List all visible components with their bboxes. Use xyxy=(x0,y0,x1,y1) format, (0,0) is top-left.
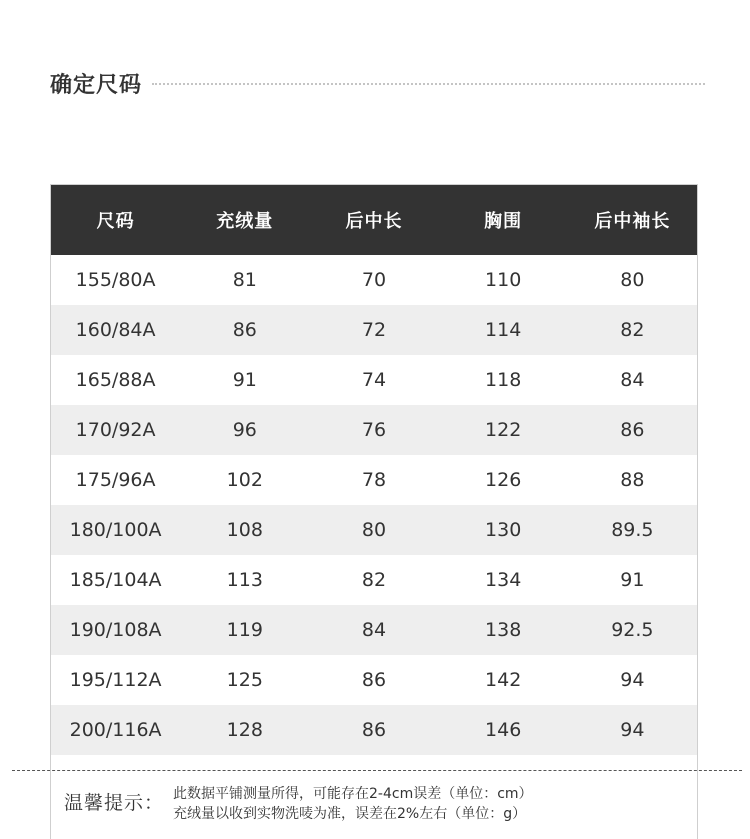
cell-back-length: 86 xyxy=(361,669,387,691)
cell-chest: 146 xyxy=(439,705,568,755)
cell-size: 175/96A xyxy=(75,469,156,491)
cell-size: 185/104A xyxy=(69,569,162,591)
table-header-row xyxy=(51,185,697,255)
cell-sleeve-length: 94 xyxy=(568,705,697,755)
cell-chest: 114 xyxy=(439,305,568,355)
cell-down-fill: 113 xyxy=(226,569,263,591)
table-row xyxy=(51,405,697,455)
cell-sleeve-length: 94 xyxy=(620,669,645,691)
cell-size: 170/92A xyxy=(51,405,180,455)
cell-chest: 126 xyxy=(485,469,522,491)
header-down-fill: 充绒量 xyxy=(180,185,309,255)
tips-label: 温馨提示： xyxy=(64,792,165,814)
cell-size: 155/80A xyxy=(75,269,156,291)
cell-sleeve-length: 88 xyxy=(620,469,645,491)
cell-chest: 134 xyxy=(485,569,522,591)
cell-chest: 118 xyxy=(485,369,522,391)
dashed-divider xyxy=(12,770,742,771)
cell-down-fill: 125 xyxy=(226,669,263,691)
cell-chest: 110 xyxy=(485,269,522,291)
table-row xyxy=(51,305,697,355)
table-row xyxy=(51,255,697,305)
cell-down-fill: 108 xyxy=(180,505,309,555)
cell-sleeve-length: 89.5 xyxy=(568,505,697,555)
cell-back-length: 86 xyxy=(309,705,438,755)
cell-chest: 130 xyxy=(439,505,568,555)
cell-down-fill: 102 xyxy=(226,469,263,491)
header-chest: 胸围 xyxy=(439,185,568,255)
header-back-length: 后中长 xyxy=(309,185,438,255)
cell-back-length: 80 xyxy=(309,505,438,555)
cell-back-length: 74 xyxy=(361,369,387,391)
table-row xyxy=(51,555,697,605)
cell-sleeve-length: 82 xyxy=(568,305,697,355)
table-row xyxy=(51,455,697,505)
cell-size: 200/116A xyxy=(51,705,180,755)
table-row xyxy=(51,705,697,755)
size-chart-card xyxy=(50,184,698,839)
cell-size: 165/88A xyxy=(75,369,156,391)
tips-line-2: 充绒量以收到实物洗唛为准，误差在2%左右（单位：g） xyxy=(173,806,527,822)
cell-sleeve-length: 91 xyxy=(620,569,645,591)
table-row xyxy=(51,505,697,555)
cell-size: 195/112A xyxy=(69,669,162,691)
cell-back-length: 76 xyxy=(309,405,438,455)
cell-down-fill: 96 xyxy=(180,405,309,455)
cell-chest: 138 xyxy=(439,605,568,655)
cell-chest: 142 xyxy=(485,669,522,691)
cell-back-length: 72 xyxy=(309,305,438,355)
tips-text xyxy=(173,784,533,824)
cell-size: 180/100A xyxy=(51,505,180,555)
dotted-divider xyxy=(152,83,705,85)
cell-down-fill: 119 xyxy=(180,605,309,655)
cell-back-length: 70 xyxy=(361,269,387,291)
cell-size: 160/84A xyxy=(51,305,180,355)
section-header xyxy=(50,68,705,98)
table-row xyxy=(51,605,697,655)
cell-back-length: 84 xyxy=(309,605,438,655)
cell-sleeve-length: 86 xyxy=(568,405,697,455)
cell-sleeve-length: 84 xyxy=(620,369,645,391)
cell-size: 190/108A xyxy=(51,605,180,655)
cell-down-fill: 128 xyxy=(180,705,309,755)
cell-down-fill: 81 xyxy=(232,269,257,291)
header-size: 尺码 xyxy=(51,185,180,255)
cell-down-fill: 86 xyxy=(180,305,309,355)
tips-line-1: 此数据平铺测量所得，可能存在2-4cm误差（单位：cm） xyxy=(173,786,533,802)
cell-chest: 122 xyxy=(439,405,568,455)
cell-sleeve-length: 92.5 xyxy=(568,605,697,655)
cell-sleeve-length: 80 xyxy=(620,269,645,291)
section-title: 确定尺码 xyxy=(50,72,143,98)
table-row xyxy=(51,355,697,405)
cell-back-length: 78 xyxy=(361,469,387,491)
size-table xyxy=(51,185,697,755)
header-sleeve-length: 后中袖长 xyxy=(568,185,697,255)
cell-back-length: 82 xyxy=(361,569,387,591)
cell-down-fill: 91 xyxy=(232,369,257,391)
table-row xyxy=(51,655,697,705)
